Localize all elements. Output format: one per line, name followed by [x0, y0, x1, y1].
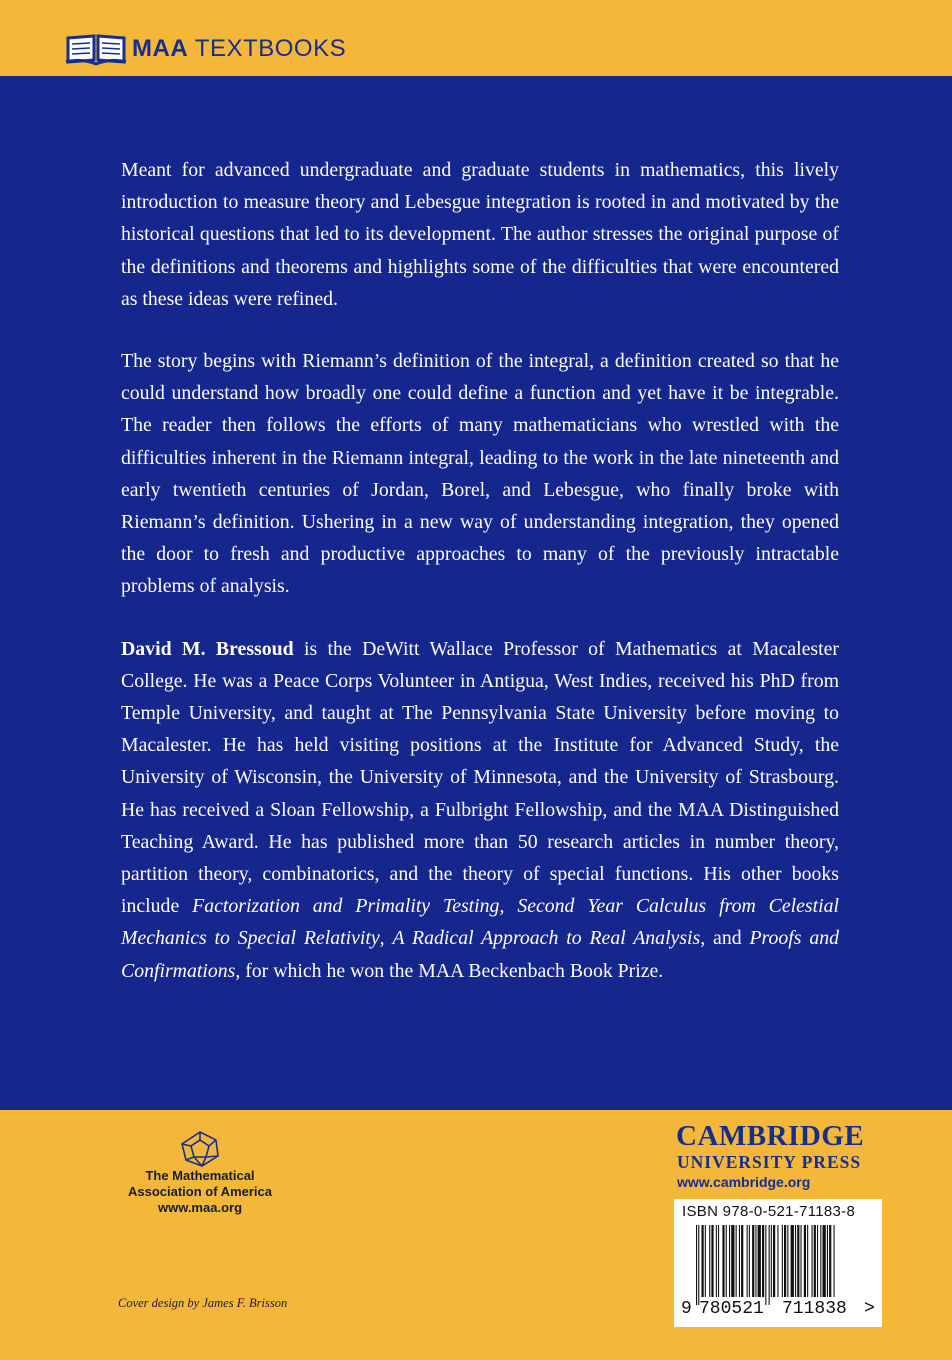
barcode-bar — [758, 1225, 761, 1297]
book-title-1: Factorization and Primality Testing — [192, 895, 500, 918]
isbn-barcode — [674, 1199, 882, 1327]
publisher-name: CAMBRIDGE — [676, 1120, 865, 1152]
book-title-3: A Radical Approach to Real Analysis — [392, 927, 701, 950]
back-cover-text — [121, 154, 839, 987]
maa-url[interactable]: www.maa.org — [157, 1200, 243, 1215]
barcode-bar — [749, 1225, 750, 1297]
barcode-bar — [739, 1225, 740, 1297]
barcode-group-2: 711838 — [782, 1299, 847, 1319]
polyhedron-icon — [178, 1130, 222, 1168]
description-paragraph-2: The story begins with Riemann’s definition of the integral, a definition created so that he could understand how broadly one could define a function and yet have it be integrable. The reader then follows the efforts of many mathematicians who wrestled with the difficulties inherent in the Riemann integral, leading to the work in the late nineteenth and early twentieth centuries of Jordan, Borel, and Lebesgue, who finally broke with Riemann’s definition. Ushering in a new way of understanding integration, they opened the door to fresh and productive approaches to many of the previously intractable problems of analysis. — [121, 350, 839, 598]
barcode-bar — [782, 1225, 783, 1297]
publisher-press: UNIVERSITY PRESS — [677, 1152, 862, 1172]
bio-text-2: , for which he won the MAA Beckenbach Book Prize. — [235, 959, 664, 982]
barcode-bar — [709, 1225, 710, 1297]
barcode-bar — [773, 1225, 775, 1297]
barcode-arrow: > — [864, 1299, 875, 1319]
cover-design-credit: Cover design by James F. Brisson — [118, 1296, 288, 1310]
barcode-bar — [829, 1225, 831, 1297]
barcode-bar — [804, 1225, 806, 1297]
maa-line-1: The Mathematical — [145, 1168, 255, 1183]
barcode-bar — [820, 1225, 821, 1297]
barcode-bar — [817, 1225, 818, 1297]
barcode-bar — [722, 1225, 724, 1297]
barcode-bar — [702, 1225, 704, 1297]
barcode-bar — [827, 1225, 828, 1297]
description-panel — [0, 76, 952, 1110]
barcode-bar — [791, 1225, 794, 1297]
publisher-url[interactable]: www.cambridge.org — [677, 1174, 811, 1190]
barcode-bar — [755, 1225, 756, 1297]
barcode-bar — [784, 1225, 786, 1297]
series-logo — [64, 32, 346, 66]
barcode-lead-digit: 9 — [681, 1299, 692, 1319]
barcode-bar — [696, 1225, 697, 1305]
top-band — [0, 0, 952, 76]
barcode-bar — [823, 1225, 826, 1297]
barcode-bar — [812, 1225, 813, 1297]
author-bio — [121, 633, 839, 987]
series-title-regular: TEXTBOOKS — [188, 35, 347, 62]
barcode-bar — [741, 1225, 743, 1297]
barcode-bar — [765, 1225, 766, 1305]
isbn-label: ISBN 978-0-521-71183-8 — [682, 1203, 856, 1220]
barcode-bar — [718, 1225, 719, 1297]
bio-text-1: is the DeWitt Wallace Professor of Mathematics at Macalester College. He was a Peace Corps Volunteer in Antigua, West Indies, received his PhD from Temple University, and taught at The Pennsylvania State University before moving to Macalester. He has held visiting positions at the Institute for Advanced Study, the University of Wisconsin, the University of Minnesota, and the University of Strasbourg. He has received a Sloan Fellowship, a Fulbright Fellowship, and the MAA Distinguished Teaching Award. He has published more than 50 research articles in number theory, partition theory, combinatorics, and the theory of special functions. His other books include — [121, 637, 839, 918]
barcode-bar — [747, 1225, 748, 1297]
barcode-bar — [777, 1225, 778, 1297]
book-title-2: Second Year Calculus from Celestial Mechanics to Special Relativity — [121, 895, 839, 950]
open-book-icon — [64, 32, 128, 66]
barcode-bar — [705, 1225, 706, 1297]
barcode-bar — [834, 1225, 835, 1297]
barcode-bar — [814, 1225, 816, 1297]
series-title — [132, 37, 346, 61]
barcode-bar — [729, 1225, 730, 1297]
maa-line-2: Association of America — [127, 1184, 272, 1199]
barcode-bar — [771, 1225, 772, 1297]
barcode-group-1: 780521 — [699, 1299, 764, 1319]
bottom-band — [0, 1110, 952, 1360]
book-title-4: Proofs and Confirmations — [121, 927, 840, 982]
barcode-bar — [736, 1225, 737, 1297]
barcode-bar — [797, 1225, 799, 1297]
barcode-bar — [731, 1225, 734, 1297]
description-paragraph-1: Meant for advanced undergraduate and graduate students in mathematics, this lively introduction to measure theory and Lebesgue integration is rooted in and motivated by the historical questions that led to its development. The author stresses the original purpose of the definitions and theorems and highlights some of the difficulties that were encountered as these ideas were refined. — [121, 159, 839, 310]
barcode-bar — [711, 1225, 713, 1297]
barcode-bar — [726, 1225, 727, 1297]
barcode-bar — [752, 1225, 754, 1297]
barcode-bar — [769, 1225, 770, 1305]
bio-separator-2: , — [379, 927, 393, 950]
bio-separator-1: , — [499, 895, 518, 918]
maa-text — [110, 1168, 290, 1216]
barcode-bar — [762, 1225, 764, 1297]
barcode-bar — [795, 1225, 796, 1297]
bio-separator-3: , and — [700, 927, 750, 950]
barcode-bar — [716, 1225, 717, 1297]
barcode-bar — [807, 1225, 808, 1297]
series-title-bold: MAA — [132, 35, 189, 62]
barcode-bar — [787, 1225, 788, 1297]
barcode-bar — [801, 1225, 802, 1297]
author-name: David M. Bressoud — [121, 637, 294, 660]
barcode-bar — [698, 1225, 699, 1305]
